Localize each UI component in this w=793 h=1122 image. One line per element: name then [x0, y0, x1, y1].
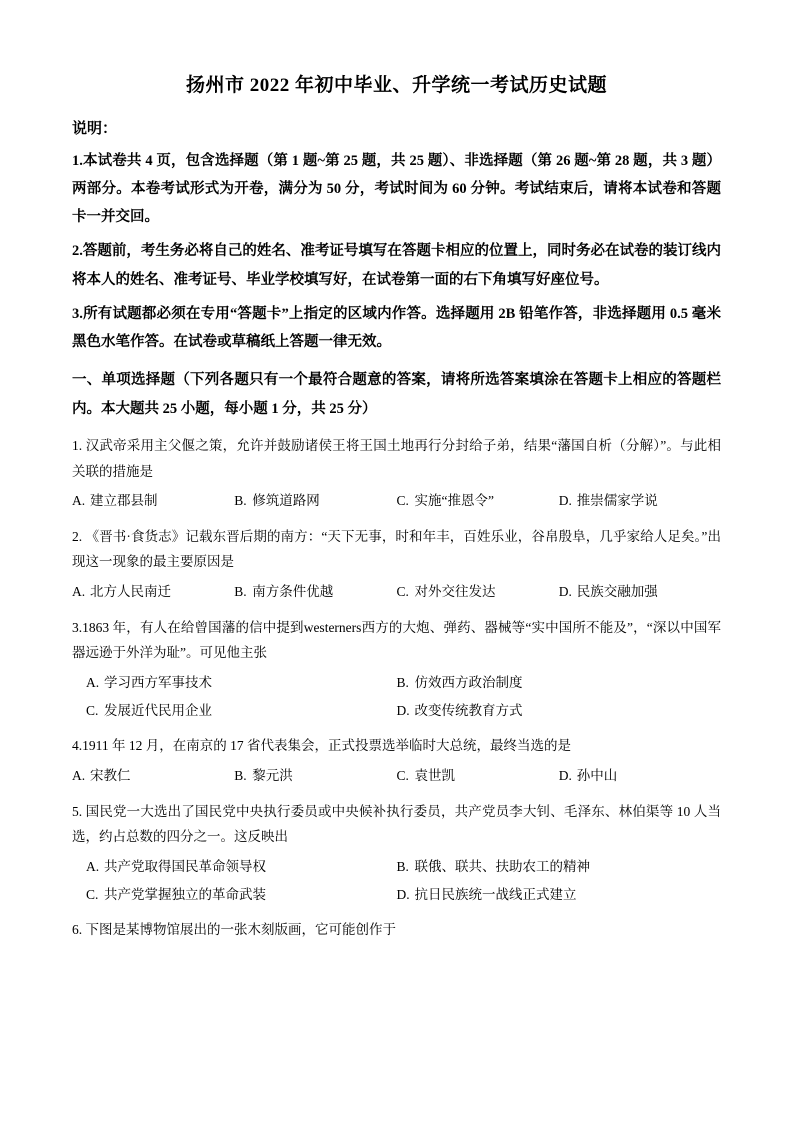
option-letter: D. [396, 886, 410, 902]
question-options [72, 488, 721, 514]
option-letter: C. [86, 886, 99, 902]
instruction-item-2: 2.答题前，考生务必将自己的姓名、准考证号填写在答题卡相应的位置上，同时务必在试卷的装订线内将本人的姓名、准考证号、毕业学校填写好，在试卷第一面的右下角填写好座位号。 [72, 243, 721, 288]
instruction-item-3: 3.所有试题都必须在专用“答题卡”上指定的区域内作答。选择题用 2B 铅笔作答，非选择题用 0.5 毫米黑色水笔作答。在试卷或草稿纸上答题一律无效。 [72, 305, 721, 351]
question-stem: 6. 下图是某博物馆展出的一张木刻版画，它可能创作于 [72, 922, 396, 938]
question-options-row-2 [72, 882, 721, 908]
option-text: 北方人民南迁 [90, 584, 171, 600]
option-c[interactable] [72, 698, 397, 724]
option-letter: A. [72, 493, 86, 509]
option-d[interactable] [397, 698, 722, 724]
option-a[interactable] [72, 488, 234, 514]
option-b[interactable] [234, 763, 396, 789]
option-c[interactable] [397, 579, 559, 605]
option-b[interactable] [234, 579, 396, 605]
option-text: 袁世凯 [414, 767, 455, 783]
question-1 [72, 433, 721, 514]
question-4 [72, 733, 721, 788]
option-text: 共产党取得国民革命领导权 [104, 858, 266, 874]
question-stem: 2. 《晋书·食货志》记载东晋后期的南方：“天下无事，时和年丰，百姓乐业，谷帛殷阜，几乎家给人足矣。”出现这一现象的最主要原因是 [72, 528, 721, 570]
option-text: 推崇儒家学说 [576, 493, 658, 509]
question-stem: 3.1863 年，有人在给曾国藩的信中提到westerners西方的大炮、弹药、器械等“实中国所不能及”，“深以中国军器远逊于外洋为耻”。可见他主张 [72, 619, 721, 661]
option-c[interactable] [72, 882, 397, 908]
option-text: 宋教仁 [90, 767, 131, 783]
option-b[interactable] [397, 670, 722, 696]
option-text: 民族交融加强 [576, 584, 658, 600]
option-text: 共产党掌握独立的革命武装 [104, 886, 266, 902]
option-text: 实施“推恩令” [414, 493, 494, 509]
question-options-row-1 [72, 854, 721, 880]
option-letter: A. [72, 584, 86, 600]
option-letter: B. [234, 767, 247, 783]
option-text: 黎元洪 [252, 767, 293, 783]
option-b[interactable] [397, 854, 722, 880]
option-letter: A. [86, 858, 100, 874]
option-letter: C. [396, 493, 409, 509]
question-6 [72, 917, 721, 943]
option-letter: D. [558, 767, 572, 783]
question-3 [72, 615, 721, 724]
option-text: 联俄、联共、扶助农工的精神 [414, 858, 590, 874]
option-text: 对外交往发达 [414, 584, 496, 600]
option-letter: B. [234, 584, 247, 600]
question-options [72, 763, 721, 789]
option-letter: C. [396, 584, 409, 600]
option-letter: A. [72, 767, 86, 783]
option-a[interactable] [72, 763, 234, 789]
option-letter: C. [86, 702, 99, 718]
option-c[interactable] [397, 488, 559, 514]
option-letter: D. [558, 584, 572, 600]
option-b[interactable] [234, 488, 396, 514]
question-options-row-1 [72, 670, 721, 696]
option-a[interactable] [72, 579, 234, 605]
option-text: 仿效西方政治制度 [414, 675, 523, 691]
question-2 [72, 524, 721, 605]
option-letter: B. [396, 675, 409, 691]
question-options-row-2 [72, 698, 721, 724]
option-text: 抗日民族统一战线正式建立 [414, 886, 577, 902]
option-c[interactable] [397, 763, 559, 789]
option-text: 孙中山 [576, 767, 618, 783]
option-d[interactable] [397, 882, 722, 908]
question-stem: 1. 汉武帝采用主父偃之策，允许并鼓励诸侯王将王国土地再行分封给子弟，结果“藩国自析（分解）”。与此相关联的措施是 [72, 437, 721, 479]
option-d[interactable] [559, 488, 721, 514]
option-text: 南方条件优越 [252, 584, 334, 600]
option-letter: D. [558, 493, 572, 509]
question-options [72, 579, 721, 605]
instructions-label: 说明： [72, 120, 118, 137]
option-text: 学习西方军事技术 [104, 675, 212, 691]
option-a[interactable] [72, 670, 397, 696]
question-stem: 4.1911 年 12 月，在南京的 17 省代表集会，正式投票选举临时大总统，最终当选的是 [72, 738, 571, 754]
option-a[interactable] [72, 854, 397, 880]
option-text: 改变传统教育方式 [414, 702, 523, 718]
option-letter: B. [396, 858, 409, 874]
question-stem: 5. 国民党一大选出了国民党中央执行委员或中央候补执行委员，共产党员李大钊、毛泽东、林伯渠等 10 人当选，约占总数的四分之一。这反映出 [72, 803, 721, 845]
option-letter: B. [234, 493, 247, 509]
option-letter: A. [86, 675, 100, 691]
question-5 [72, 799, 721, 908]
option-text: 发展近代民用企业 [104, 702, 212, 718]
option-d[interactable] [559, 579, 721, 605]
option-letter: C. [396, 767, 409, 783]
option-text: 建立郡县制 [90, 493, 158, 509]
option-d[interactable] [559, 763, 721, 789]
page-title: 扬州市 2022 年初中毕业、升学统一考试历史试题 [185, 75, 607, 96]
option-letter: D. [396, 702, 410, 718]
section-heading-multiple-choice: 一、单项选择题（下列各题只有一个最符合题意的答案，请将所选答案填涂在答题卡上相应的答题栏内。本大题共 25 小题，每小题 1 分，共 25 分） [72, 372, 721, 417]
instruction-item-1: 1.本试卷共 4 页，包含选择题（第 1 题~第 25 题，共 25 题）、非选择题（第 26 题~第 28 题，共 3 题）两部分。本卷考试形式为开卷，满分为 50 分，考试时间为 60 分钟。考试结束后，请将本试卷和答题卡一并交回。 [72, 152, 721, 226]
option-text: 修筑道路网 [252, 493, 320, 509]
